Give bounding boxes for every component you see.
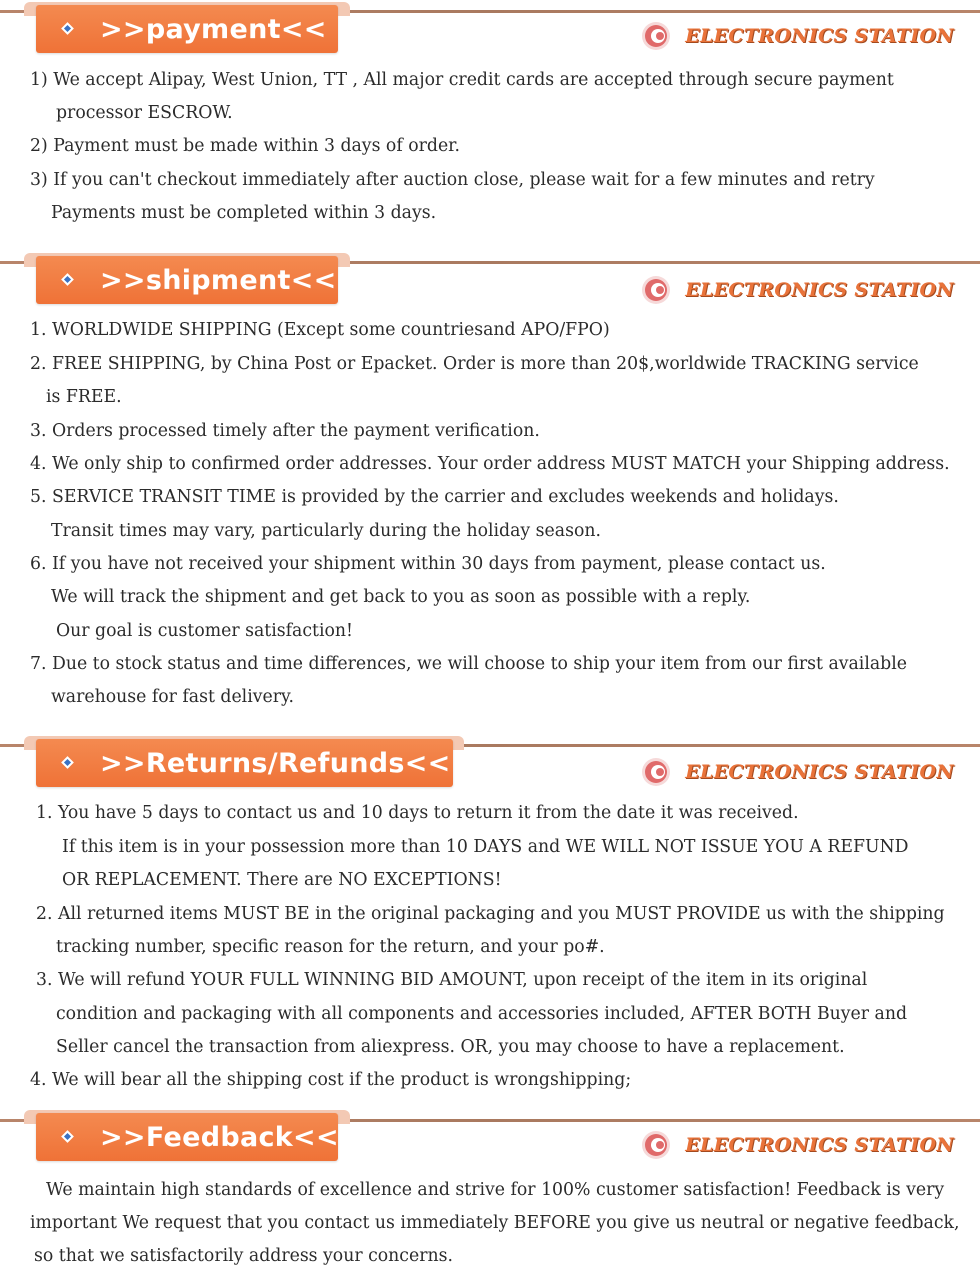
brand-badge — [641, 1127, 954, 1163]
payment-header-tab — [36, 5, 338, 53]
brand-name: ELECTRONICS STATION — [685, 25, 954, 47]
shipment-header-tab — [36, 256, 338, 304]
returns-line: 4. We will bear all the shipping cost if the product is wrongshipping; — [30, 1070, 632, 1090]
diamond-bullet-icon — [62, 274, 74, 286]
shipment-line: 6. If you have not received your shipment within 30 days from payment, please contact us. — [30, 554, 826, 574]
payment-line: 2) Payment must be made within 3 days of order. — [30, 136, 461, 156]
returns-title: >>Returns/Refunds<< — [100, 747, 451, 779]
returns-line: Seller cancel the transaction from aliexpress. OR, you may choose to have a replacement. — [56, 1037, 845, 1057]
shipment-title: >>shipment<< — [100, 264, 337, 296]
feedback-line: We maintain high standards of excellence and strive for 100% customer satisfaction! Feedback is very — [46, 1180, 945, 1200]
shipment-line: 2. FREE SHIPPING, by China Post or Epacket. Order is more than 20$,worldwide TRACKING service — [30, 354, 919, 374]
returns-line: 2. All returned items MUST BE in the original packaging and you MUST PROVIDE us with the shipping — [36, 904, 945, 924]
payment-line: 3) If you can't checkout immediately after auction close, please wait for a few minutes and retry — [30, 170, 875, 190]
brand-name: ELECTRONICS STATION — [685, 761, 954, 783]
brand-name: ELECTRONICS STATION — [685, 1134, 954, 1156]
brand-badge — [641, 272, 954, 308]
shipment-line: 5. SERVICE TRANSIT TIME is provided by the carrier and excludes weekends and holidays. — [30, 487, 839, 507]
shipment-line: 3. Orders processed timely after the payment verification. — [30, 421, 540, 441]
returns-line: If this item is in your possession more than 10 DAYS and WE WILL NOT ISSUE YOU A REFUND — [62, 837, 909, 857]
brand-badge — [641, 18, 954, 54]
brand-name: ELECTRONICS STATION — [685, 279, 954, 301]
shipment-line: warehouse for fast delivery. — [51, 687, 294, 707]
brand-logo-icon — [641, 21, 671, 51]
payment-line: processor ESCROW. — [56, 103, 233, 123]
payment-line: Payments must be completed within 3 days. — [51, 203, 437, 223]
diamond-bullet-icon — [62, 757, 74, 769]
diamond-bullet-icon — [62, 23, 74, 35]
shipment-line: Our goal is customer satisfaction! — [56, 621, 353, 641]
payment-title: >>payment<< — [100, 13, 327, 45]
brand-logo-icon — [641, 275, 671, 305]
returns-line: OR REPLACEMENT. There are NO EXCEPTIONS! — [62, 870, 502, 890]
returns-line: condition and packaging with all components and accessories included, AFTER BOTH Buyer and — [56, 1004, 908, 1024]
returns-section — [0, 733, 980, 1103]
feedback-title: >>Feedback<< — [100, 1121, 339, 1153]
returns-line: 3. We will refund YOUR FULL WINNING BID AMOUNT, upon receipt of the item in its original — [36, 970, 868, 990]
shipment-line: 4. We only ship to confirmed order addresses. Your order address MUST MATCH your Shipping address. — [30, 454, 950, 474]
feedback-section — [0, 1105, 980, 1278]
shipment-line: is FREE. — [46, 387, 122, 407]
returns-header-tab — [36, 739, 453, 787]
shipment-section — [0, 250, 980, 730]
brand-logo-icon — [641, 1130, 671, 1160]
brand-logo-icon — [641, 757, 671, 787]
payment-line: 1) We accept Alipay, West Union, TT , All major credit cards are accepted through secure payment — [30, 70, 894, 90]
feedback-line: so that we satisfactorily address your concerns. — [34, 1246, 453, 1266]
feedback-header-tab — [36, 1113, 338, 1161]
shipment-line: Transit times may vary, particularly during the holiday season. — [51, 521, 601, 541]
returns-line: 1. You have 5 days to contact us and 10 days to return it from the date it was received. — [36, 803, 799, 823]
shipment-line: 7. Due to stock status and time differences, we will choose to ship your item from our first available — [30, 654, 907, 674]
shipment-line: 1. WORLDWIDE SHIPPING (Except some countriesand APO/FPO) — [30, 320, 610, 340]
shipment-line: We will track the shipment and get back to you as soon as possible with a reply. — [51, 587, 751, 607]
returns-line: tracking number, specific reason for the return, and your po#. — [56, 937, 605, 957]
feedback-line: important We request that you contact us immediately BEFORE you give us neutral or negative feedback, — [30, 1213, 960, 1233]
diamond-bullet-icon — [62, 1131, 74, 1143]
brand-badge — [641, 754, 954, 790]
payment-section — [0, 0, 980, 240]
